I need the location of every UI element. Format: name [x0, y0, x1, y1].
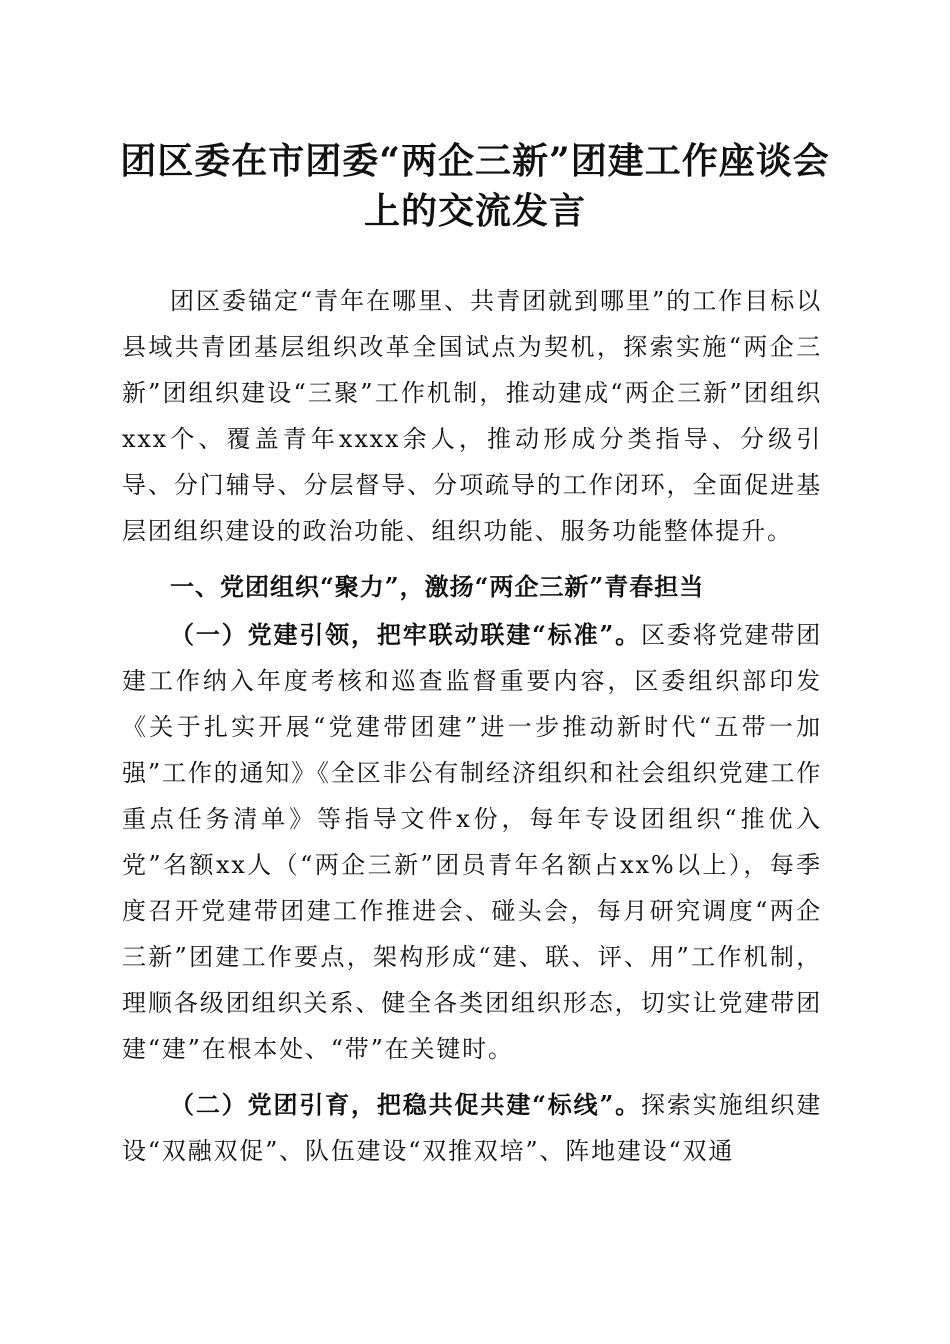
section-1-heading: 一、党团组织“聚力”，激扬“两企三新”青春担当 [170, 572, 705, 601]
title-line-1: 团区委在市团委“两企三新”团建工作座谈会 [120, 140, 830, 182]
document-body [122, 278, 822, 1174]
subsection-2-title: （二）党团引育，把稳共促共建“标线”。 [170, 1090, 642, 1119]
subsection-2-paragraph [122, 1082, 822, 1174]
subsection-1-text: 区委将党建带团建工作纳入年度考核和巡查监督重要内容，区委组织部印发《关于扎实开展“党建带团建”进一步推动新时代“五带一加强”工作的通知》《全区非公有制经济组织和社会组织党建工作重点任务清单》等指导文件x份，每年专设团组织“推优入党”名额xx人（“两企三新”团员青年名额占xx%以上），每季度召开党建带团建工作推进会、碰头会，每月研究调度“两企三新”团建工作要点，架构形成“建、联、评、用”工作机制，理顺各级团组织关系、健全各类团组织形态，切实让党建带团建“建”在根本处、“带”在关键时。 [122, 621, 822, 1063]
document-title [100, 136, 850, 236]
intro-paragraph: 团区委锚定“青年在哪里、共青团就到哪里”的工作目标以县域共青团基层组织改革全国试点为契机，探索实施“两企三新”团组织建设“三聚”工作机制，推动建成“两企三新”团组织xxx个、覆盖青年xxxx余人，推动形成分类指导、分级引导、分门辅导、分层督导、分项疏导的工作闭环，全面促进基层团组织建设的政治功能、组织功能、服务功能整体提升。 [122, 287, 822, 545]
subsection-2-text: 探索实施组织建设“双融双促”、队伍建设“双推双培”、阵地建设“双通 [122, 1091, 822, 1165]
subsection-1-title: （一）党建引领，把牢联动联建“标准”。 [170, 620, 642, 649]
title-line-2: 上的交流发言 [363, 190, 586, 232]
subsection-1-paragraph [122, 612, 822, 1072]
